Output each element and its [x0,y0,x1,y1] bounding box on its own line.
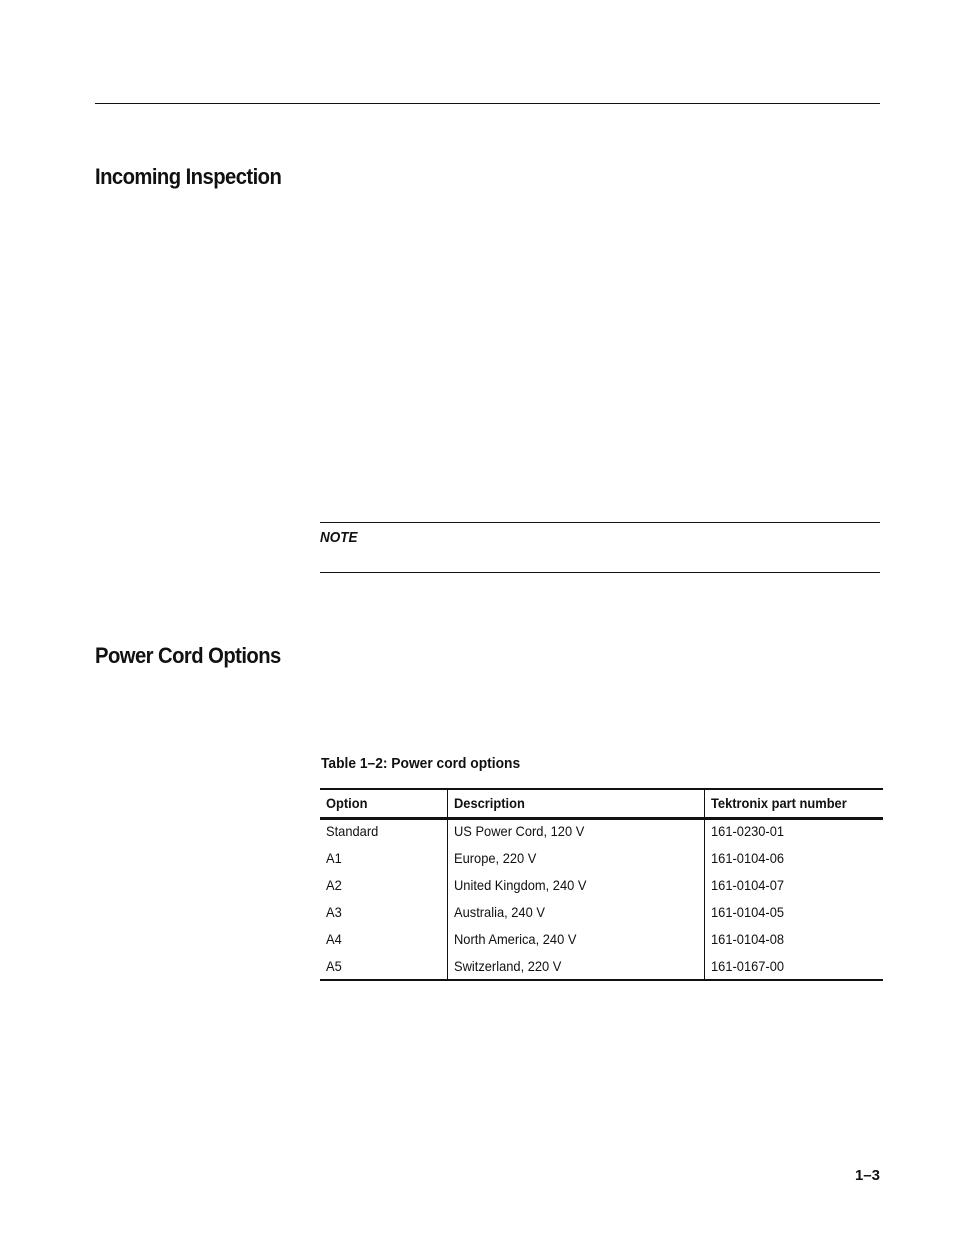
part-number-cell: 161-0104-07 [710,877,784,893]
table-row [320,901,883,928]
column-header-option: Option [320,789,448,819]
description-cell: Australia, 240 V [448,901,704,928]
part-number-cell: 161-0230-01 [710,823,784,839]
section-heading-power-cord-options: Power Cord Options [95,643,281,668]
note-label: NOTE [320,529,358,546]
table-row [320,955,883,980]
part-number-cell: 161-0167-00 [710,958,784,974]
column-header-description: Description [448,789,704,819]
table-row [320,928,883,955]
page-number: 1–3 [854,1167,880,1184]
option-cell: A5 [320,955,448,980]
option-cell: A1 [320,847,448,874]
note-box [320,522,880,573]
option-cell: A3 [320,901,448,928]
column-header-part-number: Tektronix part number [704,789,883,819]
section-heading-incoming-inspection: Incoming Inspection [95,164,282,189]
part-number-cell: 161-0104-06 [710,850,784,866]
description-cell: North America, 240 V [448,928,704,955]
description-cell: Switzerland, 220 V [448,955,704,980]
table-row [320,819,883,848]
table-caption: Table 1–2: Power cord options [321,755,521,772]
option-cell: A4 [320,928,448,955]
description-cell: US Power Cord, 120 V [448,819,704,848]
description-cell: United Kingdom, 240 V [448,874,704,901]
part-number-cell: 161-0104-05 [710,904,784,920]
table-header-row [320,789,883,819]
table-row [320,874,883,901]
header-rule [95,103,880,104]
option-cell: A2 [320,874,448,901]
description-cell: Europe, 220 V [448,847,704,874]
power-cord-options-table [320,788,883,981]
option-cell: Standard [320,819,448,848]
part-number-cell: 161-0104-08 [710,931,784,947]
table-row [320,847,883,874]
